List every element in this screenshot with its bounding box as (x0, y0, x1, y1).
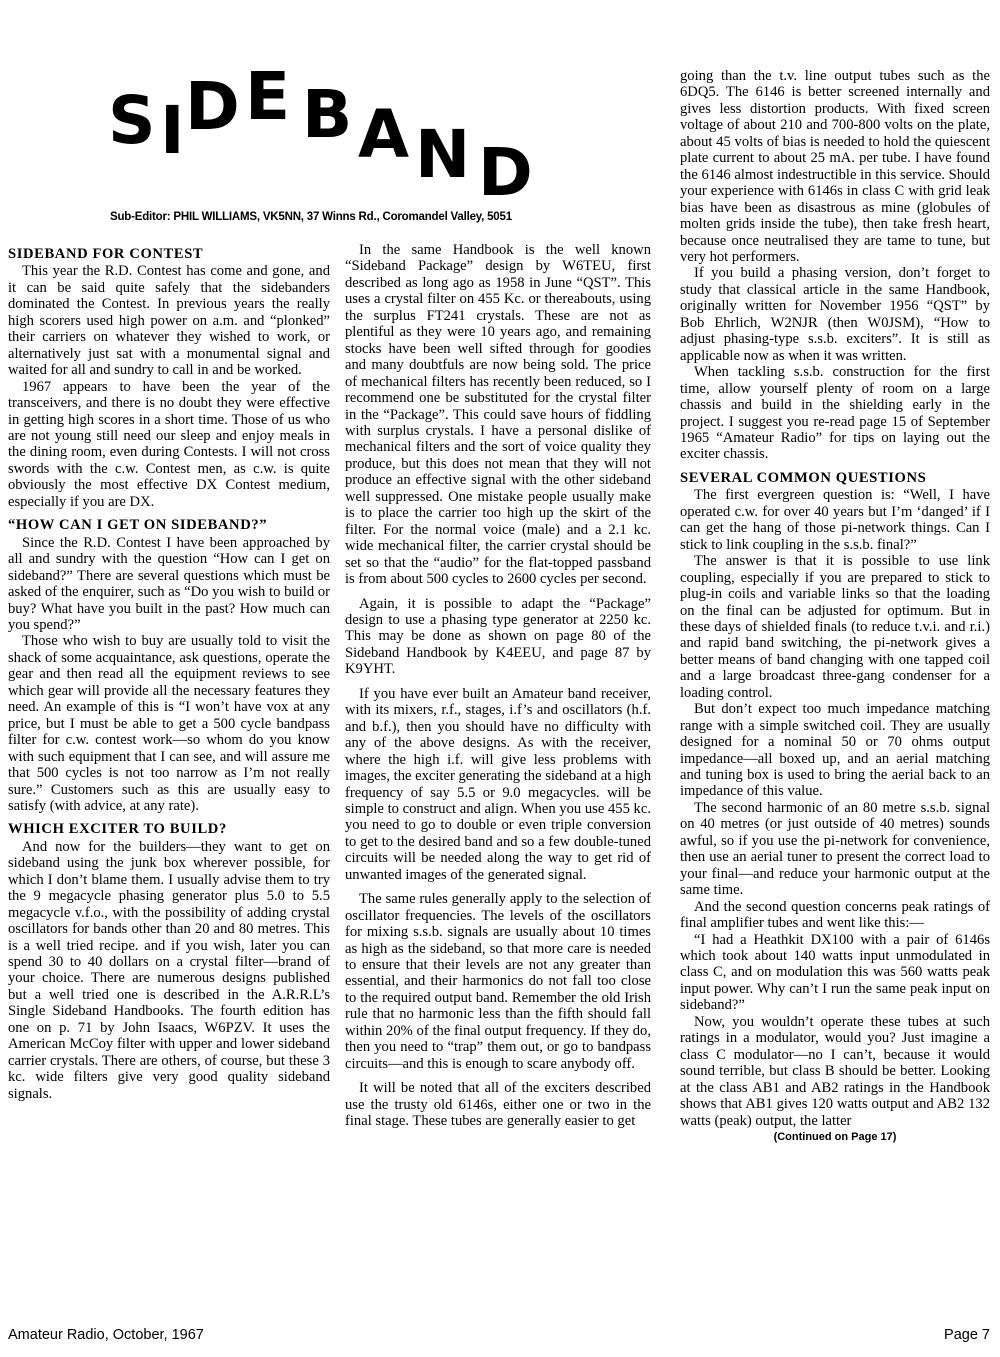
masthead-letter: N (415, 116, 471, 193)
column-1 (8, 246, 330, 1102)
paragraph: The first evergreen question is: “Well, I have operated c.w. for over 40 years but I’m ‘danged’ if I can get the hang of those pi-network things. Can I stick to link coupling in the s.s.b. final?” (680, 487, 990, 553)
paragraph: It will be noted that all of the exciters described use the trusty old 6146s, either one or two in the final stage. These tubes are generally easier to get (345, 1080, 651, 1130)
footer-page-number: Page 7 (944, 1327, 990, 1343)
continued-note: (Continued on Page 17) (773, 1131, 897, 1143)
subeditor-line: Sub-Editor: PHIL WILLIAMS, VK5NN, 37 Winns Rd., Coromandel Valley, 5051 (110, 211, 512, 223)
paragraph: Those who wish to buy are usually told to visit the shack of some acquaintance, ask questions, operate the gear and then read all the equipment reviews to see which gear will provide all the necessary features they need. An example of this is “I won’t have vox at any price, but I must be able to get a 500 cycle bandpass filter for c.w. contest work—so whom do you know with such equipment that I can see, and will assure me that 500 cycles is not too narrow as I’m not really sure.” Customers such as this are usually easy to satisfy (with advice, at any rate). (8, 633, 330, 814)
paragraph: In the same Handbook is the well known “Sideband Package” design by W6TEU, first described as long ago as 1958 in June “QST”. This uses a crystal filter on 455 Kc. or thereabouts, using the surplus FT241 crystals. These are not as plentiful as they were 10 years ago, and remaining stocks have been well sifted through for goodies and many doubtfuls are now being sold. The price of mechanical filters has recently been reduced, so I recommend one be substituted for the crystal filter in the “Package”. This could save hours of fiddling with surplus crystals. I have a personal dislike of mechanical filters and the sort of voice quality they produce, but this does not mean that they will not produce an effective signal with the other sideband well suppressed. One mistake people usually make is to place the carrier too high up the skirt of the filter. For the normal voice (male) and a 2.1 kc. wide mechanical filter, the carrier crystal should be set so that the “audio” for the flat-topped passband is from about 500 cycles to 2600 cycles per second. (345, 242, 651, 588)
paragraph: And the second question concerns peak ratings of final amplifier tubes and went like this:— (680, 898, 990, 932)
masthead-letter: S (108, 82, 156, 159)
footer-publication: Amateur Radio, October, 1967 (8, 1327, 204, 1343)
paragraph: 1967 appears to have been the year of the transceivers, and there is no doubt they were effective in getting high scores in a short time. Those of us who are not young still need our sleep and enjoy meals in the dining room, even during Contests. I will not cross swords with the c.w. Contest men, as c.w. is quite obviously the most effective DX Contest medium, especially if you are DX. (8, 378, 330, 510)
paragraph: “I had a Heathkit DX100 with a pair of 6146s which took about 140 watts input unmodulated in class C, and on modulation this was 560 watts peak input power. Why can’t I run the same peak input on sideband?” (680, 931, 990, 1014)
paragraph: When tackling s.s.b. construction for the first time, allow yourself plenty of room on a large chassis and build in the shielding early in the project. I suggest you re-read page 15 of September 1965 “Amateur Radio” for tips on laying out the exciter chassis. (680, 364, 990, 463)
section-heading: WHICH EXCITER TO BUILD? (8, 821, 227, 838)
paragraph: The second harmonic of an 80 metre s.s.b. signal on 40 metres (or just outside of 40 metres) sounds awful, so if you use the pi-network for convenience, then use an aerial tuner to present the correct load to your final—and reduce your harmonic output at the same time. (680, 799, 990, 899)
masthead-letter: E (245, 58, 291, 135)
paragraph: Since the R.D. Contest I have been approached by all and sundry with the question “How can I get on sideband?” There are several questions which must be asked of the enquirer, such as “Do you wish to build or buy? What have you built in the past? How much can you spend?” (8, 534, 330, 633)
section-heading: “HOW CAN I GET ON SIDEBAND?” (8, 517, 268, 534)
section-heading: SIDEBAND FOR CONTEST (8, 246, 204, 262)
paragraph: The answer is that it is possible to use link coupling, especially if you are prepared to stick to plug-in coils and variable links so that the loading on the final can be adjusted for optimum. But in these days of shielded finals (to reduce t.v.i. and r.i.) and rapid band switching, the pi-network gives a better means of band changing with one tapped coil and a large broadcast three-gang condenser for a loading control. (680, 553, 990, 701)
column-2 (345, 242, 651, 1130)
masthead-letter: D (185, 68, 240, 145)
paragraph: Again, it is possible to adapt the “Package” design to use a phasing type generator at 2250 kc. This may be done as shown on page 80 of the Sideband Handbook by K4EEU, and page 87 by K9YHT. (345, 595, 651, 678)
paragraph: going than the t.v. line output tubes such as the 6DQ5. The 6146 is better screened internally and gives less distortion products. With fixed screen voltage of about 210 and 700-800 volts on the plate, about 45 volts of bias is needed to hold the quiescent plate current to about 25 mA. per tube. I have found the 6146 almost indestructible in this service. Should your experience with 6146s in class C with grid leak bias have been as disastrous as mine (globules of molten grids inside the tube), then take fresh heart, because once neutralised they are tame to tune, but very hot performers. (680, 68, 990, 265)
paragraph: If you have ever built an Amateur band receiver, with its mixers, r.f., stages, i.f’s and oscillators (h.f. and b.f.), then you should have no difficulty with any of the above designs. As with the receiver, where the high i.f. will give less problems with images, the exciter generating the sideband at a high frequency of say 5.5 or 9.0 megacycles. will be simple to construct and align. When you use 455 kc. you need to go to double or even triple conversion to get to the desired band and so a few double-tuned circuits will be needed along the way to get rid of unwanted images of the generated signal. (345, 685, 651, 883)
masthead-letter: D (478, 134, 533, 211)
section-heading: SEVERAL COMMON QUESTIONS (680, 469, 927, 486)
masthead-letter: B (302, 76, 353, 153)
paragraph: And now for the builders—they want to get on sideband using the junk box wherever possible, for which I don’t blame them. I usually advise them to try the 9 megacycle phasing generator plus 5.0 to 5.5 megacycle v.f.o., with the possibility of adding crystal oscillators for bands other than 20 and 80 metres. This is a well tried recipe. and if you wish, later you can spend 30 to 40 dollars on a crystal filter—brand of your choice. There are numerous designs published but a well tried one is described in the A.R.R.L’s Single Sideband Handbooks. The fourth edition has one on p. 71 by John Isaacs, W6PZV. It uses the American McCoy filter with upper and lower sideband carrier crystals. There are others, of course, but these 3 kc. wide filters give very good quality sideband signals. (8, 838, 330, 1102)
sideband-masthead (100, 60, 560, 210)
paragraph: This year the R.D. Contest has come and gone, and it can be said quite safely that the sidebanders dominated the Contest. In previous years the really high scorers used high power on a.m. and “plonked” their carriers on whatever they wished to work, or alternatively just sat with a monumental signal and waited for all and sundry to call in and be worked. (8, 263, 330, 379)
masthead-letter: A (358, 96, 410, 173)
column-3 (680, 68, 990, 1145)
masthead-letter: I (160, 92, 185, 169)
paragraph: Now, you wouldn’t operate these tubes at such ratings in a modulator, would you? Just imagine a class C modulator—no I can’t, because it would sound terrible, but class B should be better. Looking at the class AB1 and AB2 ratings in the Handbook shows that AB1 gives 120 watts output and AB2 132 watts (peak) output, the latter (680, 1013, 990, 1129)
paragraph: But don’t expect too much impedance matching range with a simple switched coil. They are usually designed for a nominal 50 or 70 ohms output impedance—all boxed up, and an aerial matching and tuning box is used to bring the aerial back to an impedance of this value. (680, 701, 990, 800)
paragraph: The same rules generally apply to the selection of oscillator frequencies. The levels of the oscillators for mixing s.s.b. signals are usually about 10 times as high as the sideband, so that more care is needed to ensure that their levels are not any greater than essential, and their harmonics do not fall too close to the required output band. Remember the old Irish rule that no harmonic less than the fifth should fall within 20% of the final output frequency. If they do, then you need to “trap” them out, or go to bandpass circuits—and this is enough to scare anybody off. (345, 891, 651, 1072)
paragraph: If you build a phasing version, don’t forget to study that classical article in the same Handbook, originally written for November 1956 “QST” by Bob Ehrlich, W2NJR (then W0JSM), “How to adjust phasing-type s.s.b. exciters”. It is still as applicable now as when it was written. (680, 265, 990, 364)
